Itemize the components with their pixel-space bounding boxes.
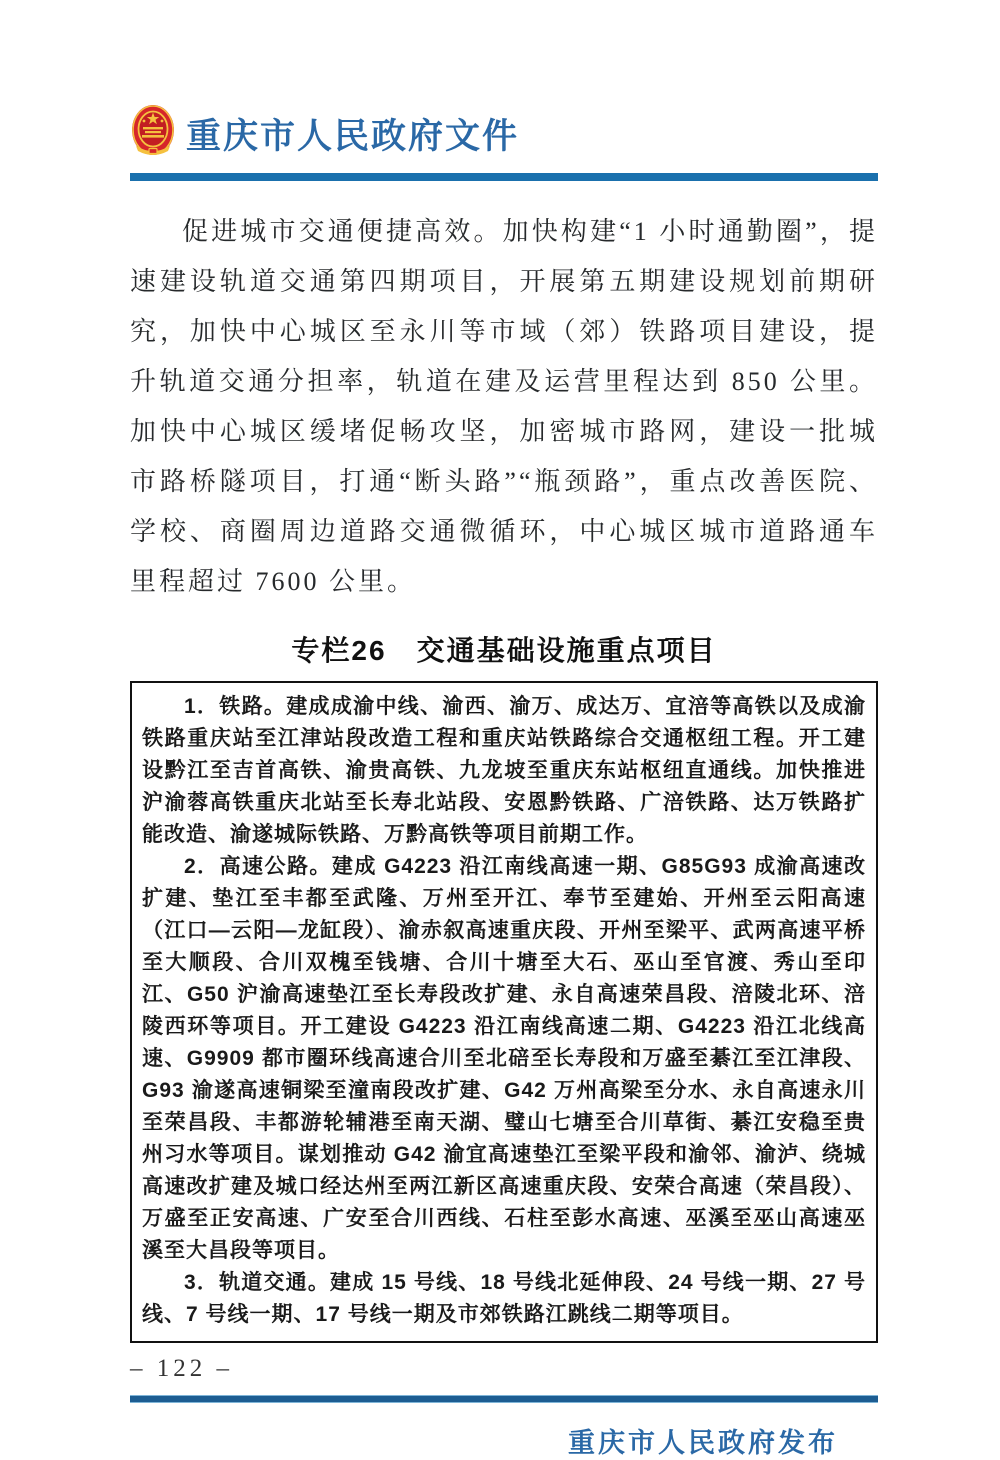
document-title: 重庆市人民政府文件 xyxy=(186,116,520,156)
box-item-rail-transit: 3．轨道交通。建成 15 号线、18 号线北延伸段、24 号线一期、27 号线、7 号线一期、17 号线一期及市郊铁路江跳线二期等项目。 xyxy=(142,1271,866,1326)
document-header xyxy=(130,104,878,163)
national-emblem-icon xyxy=(130,104,176,163)
box-title: 专栏26 交通基础设施重点项目 xyxy=(291,635,717,666)
body-paragraph: 促进城市交通便捷高效。加快构建“1 小时通勤圈”，提速建设轨道交通第四期项目，开展第五期建设规划前期研究，加快中心城区至永川等市域（郊）铁路项目建设，提升轨道交通分担率，轨道在建及运营里程达到 850 公里。加快中心城区缓堵促畅攻坚，加密城市路网，建设一批城市路桥隧项目，打通“断头路”“瓶颈路”，重点改善医院、学校、商圈周边道路交通微循环，中心城区城市道路通车里程超过 7600 公里。 xyxy=(130,217,878,596)
page-number: – 122 – xyxy=(130,1355,233,1382)
header-rule xyxy=(130,173,878,181)
publisher-label: 重庆市人民政府发布 xyxy=(568,1428,838,1458)
footer-rule xyxy=(130,1395,878,1403)
box-item-railway: 1．铁路。建成成渝中线、渝西、渝万、成达万、宜涪等高铁以及成渝铁路重庆站至江津站段改造工程和重庆站铁路综合交通枢纽工程。开工建设黔江至吉首高铁、渝贵高铁、九龙坡至重庆东站枢纽直通线。加快推进沪渝蓉高铁重庆北站至长寿北站段、安恩黔铁路、广涪铁路、达万铁路扩能改造、渝遂城际铁路、万黔高铁等项目前期工作。 xyxy=(142,695,866,846)
page-content xyxy=(130,0,878,1460)
box-item-highway: 2．高速公路。建成 G4223 沿江南线高速一期、G85G93 成渝高速改扩建、垫江至丰都至武隆、万州至开江、奉节至建始、开州至云阳高速（江口—云阳—龙缸段）、渝赤叙高速重庆段、开州至梁平、武两高速平桥至大顺段、合川双槐至钱塘、合川十塘至大石、巫山至官渡、秀山至印江、G50 沪渝高速垫江至长寿段改扩建、永自高速荣昌段、涪陵北环、涪陵西环等项目。开工建设 G4223 沿江南线高速二期、G4223 沿江北线高速、G9909 都市圈环线高速合川至北碚至长寿段和万盛至綦江至江津段、G93 渝遂高速铜梁至潼南段改扩建、G42 万州高梁至分水、永自高速永川至荣昌段、丰都游轮辅港至南天湖、璧山七塘至合川草街、綦江安稳至贵州习水等项目。谋划推动 G42 渝宜高速垫江至梁平段和渝邻、渝泸、绕城高速改扩建及城口经达州至两江新区高速重庆段、安荣合高速（荣昌段）、万盛至正安高速、广安至合川西线、石柱至彭水高速、巫溪至巫山高速巫溪至大昌段等项目。 xyxy=(142,855,866,1262)
key-projects-box xyxy=(130,681,878,1343)
